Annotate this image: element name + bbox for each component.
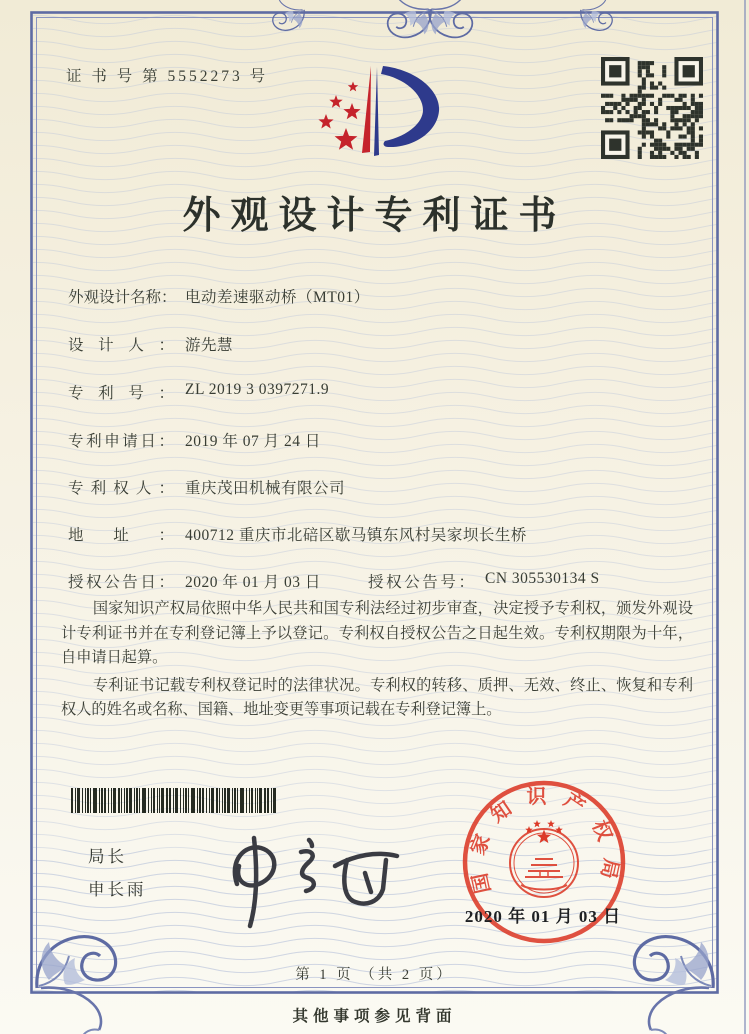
qr-code (601, 57, 703, 159)
field-grant-row (68, 570, 698, 592)
field-filing-date (68, 429, 698, 451)
field-value: 2019 年 07 月 24 日 (185, 433, 321, 450)
grant-number-value: CN 305530134 S (485, 570, 600, 587)
certificate-title: 外观设计专利证书 (182, 195, 567, 237)
grant-number-label: 授权公告号： (368, 574, 474, 591)
field-address (68, 523, 698, 545)
handwritten-signature-icon (205, 818, 405, 933)
field-patentee (68, 476, 698, 498)
cnipa-logo-icon (300, 36, 460, 168)
director-name: 申长雨 (88, 880, 147, 899)
seal-date: 2020 年 01 月 03 日 (464, 907, 622, 926)
certificate-number: 证 书 号 第 5552273 号 (66, 68, 269, 85)
field-value: 400712 重庆市北碚区歇马镇东风村吴家坝长生桥 (185, 527, 527, 544)
field-patent-number (68, 381, 698, 403)
field-label: 专利权人： (68, 480, 174, 497)
field-label: 外观设计名称： (68, 289, 177, 306)
legal-paragraph-2: 专利证书记载专利权登记时的法律状况。专利权的转移、质押、无效、终止、恢复和专利权人的姓名或名称、国籍、地址变更等事项记载在专利登记簿上。 (61, 676, 693, 719)
grant-date-value: 2020 年 01 月 03 日 (185, 574, 321, 591)
director-title: 局长 (88, 847, 127, 866)
back-note: 其他事项参见背面 (292, 1008, 457, 1025)
field-value: ZL 2019 3 0397271.9 (185, 381, 330, 398)
legal-paragraph-1: 国家知识产权局依照中华人民共和国专利法经过初步审查，决定授予专利权，颁发外观设计专利证书并在专利登记簿上予以登记。专利权自授权公告之日起生效。专利权期限为十年，自申请日起算。 (61, 600, 693, 667)
field-label: 专利申请日： (68, 433, 174, 450)
page-number: 第 1 页 （共 2 页） (295, 967, 454, 983)
field-value: 游先慧 (185, 337, 234, 354)
field-label: 专利号： (68, 385, 174, 402)
field-value: 电动差速驱动桥（MT01） (185, 289, 370, 306)
svg-text:国家知识产权局 (465, 785, 623, 895)
legal-text (61, 597, 693, 726)
field-design-name (68, 285, 698, 307)
field-label: 设计人： (68, 337, 174, 354)
grant-number (368, 570, 600, 592)
barcode (71, 788, 278, 813)
seal-text: 国家知识产权局 (466, 786, 622, 896)
field-designer (68, 333, 698, 355)
director-block (88, 840, 147, 906)
field-label: 地址： (68, 527, 174, 544)
grant-date-label: 授权公告日： (68, 574, 174, 591)
field-value: 重庆茂田机械有限公司 (185, 480, 346, 497)
